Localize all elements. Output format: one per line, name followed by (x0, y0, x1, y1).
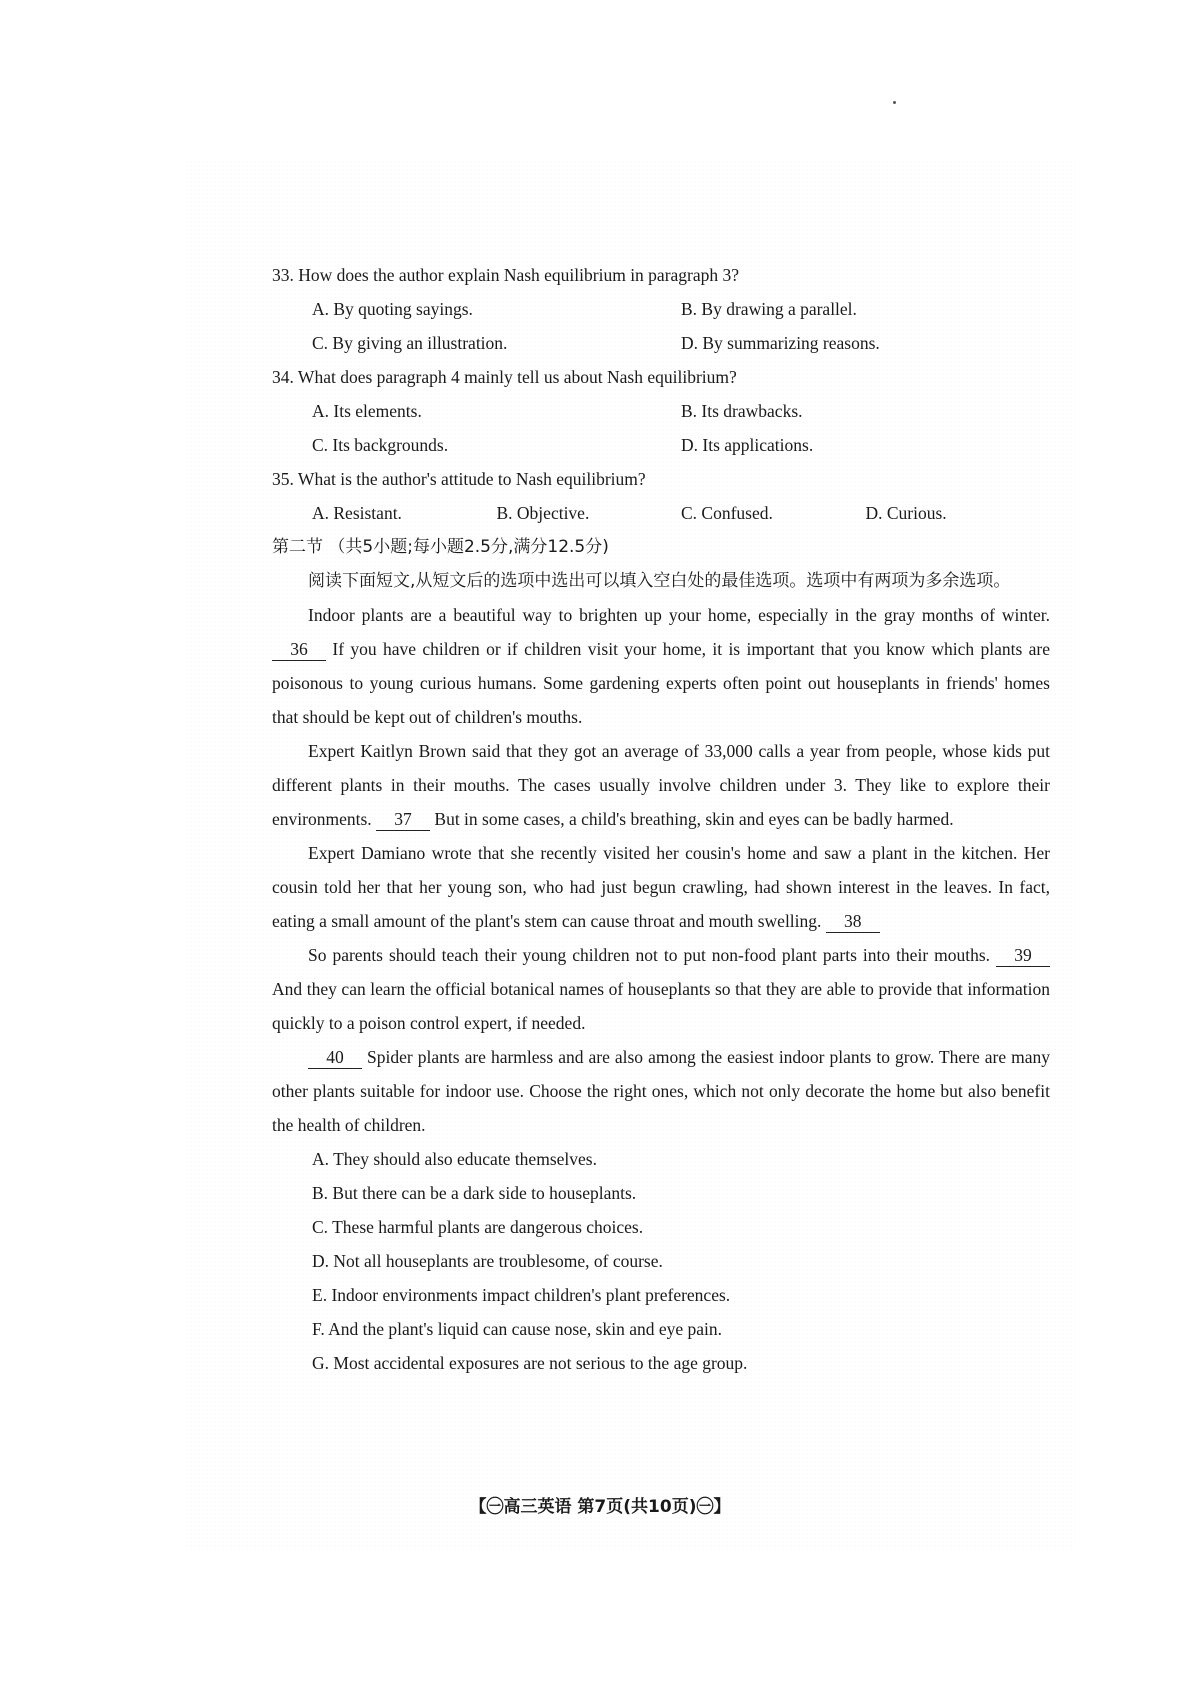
question-34: 34. What does paragraph 4 mainly tell us about Nash equilibrium? (272, 367, 737, 387)
option-d: D. Its applications. (681, 435, 814, 455)
option-c: C. Confused. (681, 503, 773, 523)
section-instructions: 阅读下面短文,从短文后的选项中选出可以填入空白处的最佳选项。选项中有两项为多余选项。 (308, 571, 1011, 591)
question-35: 35. What is the author's attitude to Nash equilibrium? (272, 469, 646, 489)
choice-e: E. Indoor environments impact children's plant preferences. (312, 1285, 731, 1305)
scan-dot (893, 101, 896, 104)
choice-b: B. But there can be a dark side to houseplants. (312, 1183, 637, 1203)
page-content (272, 258, 1050, 1380)
choice-c: C. These harmful plants are dangerous choices. (312, 1217, 644, 1237)
option-b: B. Its drawbacks. (681, 401, 803, 421)
section-heading: 第二节 （共5小题;每小题2.5分,满分12.5分) (272, 537, 609, 557)
option-d: D. Curious. (865, 503, 947, 523)
blank-37: 37 (376, 808, 430, 831)
option-b: B. By drawing a parallel. (681, 299, 857, 319)
choice-g: G. Most accidental exposures are not serious to the age group. (312, 1353, 748, 1373)
blank-40: 40 (308, 1046, 362, 1069)
blank-38: 38 (826, 910, 880, 933)
question-33: 33. How does the author explain Nash equilibrium in paragraph 3? (272, 265, 740, 285)
option-a: A. Resistant. (312, 503, 402, 523)
passage-paragraph-4: So parents should teach their young children not to put non-food plant parts into their mouths. 39 And they can learn the official botanical names of houseplants so that they are able to provide that information quickly to a poison control expert, if needed. (272, 945, 1050, 1033)
option-d: D. By summarizing reasons. (681, 333, 880, 353)
option-a: A. Its elements. (312, 401, 422, 421)
choice-a: A. They should also educate themselves. (312, 1149, 597, 1169)
passage-paragraph-1: Indoor plants are a beautiful way to brighten up your home, especially in the gray months of winter. 36 If you have children or if children visit your home, it is important that you know which plants are poisonous to young curious humans. Some gardening experts often point out houseplants in friends' homes that should be kept out of children's mouths. (272, 605, 1051, 727)
question-33-options-2 (312, 326, 1050, 360)
option-a: A. By quoting sayings. (312, 299, 473, 319)
choice-f: F. And the plant's liquid can cause nose, skin and eye pain. (312, 1319, 723, 1339)
option-c: C. By giving an illustration. (312, 333, 508, 353)
passage-paragraph-3: Expert Damiano wrote that she recently visited her cousin's home and saw a plant in the kitchen. Her cousin told her that her young son, who had just begun crawling, had shown interest in the leaves. In fact, eating a small amount of the plant's stem can cause throat and mouth swelling. 38 (272, 843, 1050, 931)
choice-d: D. Not all houseplants are troublesome, of course. (312, 1251, 663, 1271)
passage-paragraph-5: 40 Spider plants are harmless and are also among the easiest indoor plants to grow. There are many other plants suitable for indoor use. Choose the right ones, which not only decorate the home but also benefit the health of children. (272, 1047, 1050, 1135)
passage-paragraph-2: Expert Kaitlyn Brown said that they got an average of 33,000 calls a year from people, whose kids put different plants in their mouths. The cases usually involve children under 3. They like to explore their environments. 37 But in some cases, a child's breathing, skin and eyes can be badly harmed. (272, 741, 1050, 829)
blank-36: 36 (272, 638, 326, 661)
option-b: B. Objective. (496, 503, 590, 523)
page-footer: 【㊀高三英语 第7页(共10页)㊀】 (469, 1497, 731, 1517)
blank-39: 39 (996, 944, 1050, 967)
question-34-options (312, 394, 1050, 428)
question-34-options-2 (312, 428, 1050, 462)
question-35-options (312, 496, 1050, 530)
option-c: C. Its backgrounds. (312, 435, 449, 455)
question-33-options (312, 292, 1050, 326)
